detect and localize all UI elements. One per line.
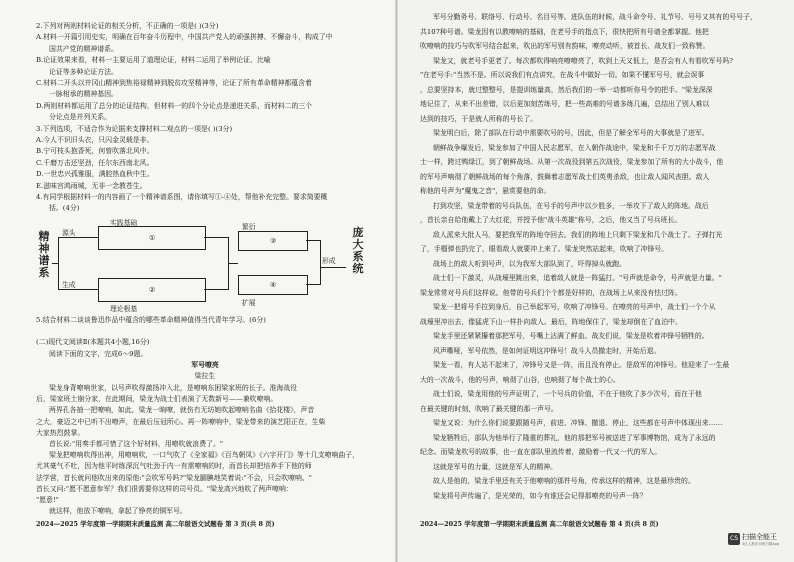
story-line: ，首长亲自给他戴上了大红花，并授予他"战斗英雄"称号，之后，他又当了号兵班长。 xyxy=(420,216,682,224)
question-line: C.材料二开头以井冈山精神到焦裕禄精神到脱贫攻坚精神等，论证了所有革命精神都蕴含着 xyxy=(36,79,312,87)
story-line: 敌人派来大批人马，要把我军的阵地夺回去。我们的阵地上只剩下梁龙和几个战士了。子弹打光 xyxy=(433,230,723,239)
question-line: C.千磨万击还坚劲，任尔东西南北风。 xyxy=(36,158,154,167)
story-line: 称他的号声为"魔鬼之音"，悬赏要他的命。 xyxy=(420,187,551,195)
question-line: 3.下列选项，不适合作为论据来支撑材料二观点的一项是( )(3分) xyxy=(36,124,233,133)
scanner-logo-name: 扫描全能王 xyxy=(742,533,777,541)
diagram-box-4: ④ xyxy=(238,275,308,295)
story-line: 战壕里冲出去，像猛虎下山一样扑向敌人。最后，阵地保住了，梁龙却倒在了血泊中。 xyxy=(420,317,682,326)
section-line: (二)现代文阅读Ⅱ(本题共4小题,16分) xyxy=(36,338,150,347)
question-line: 分论点是并列关系。 xyxy=(49,113,112,122)
story-line: 梁龙一看，有人站不起来了，冲锋号又是一阵，而且没有停止。是敌军的冲锋号。他迎来了一生最 xyxy=(433,361,730,369)
question-line: 括。(4分) xyxy=(49,204,80,213)
story-line: 战士们说，梁龙用他的号声证明了，一个号兵的价值，不在于他吹了多少次号，而在于他 xyxy=(433,390,702,398)
story-line: 首长又问:"愿不愿意参军？我们很需要你这样的司号员。"梁龙高兴地吹了两声嘹响： xyxy=(36,484,293,493)
story-line: 大的一次战斗，他的号声，响彻了山谷，也响彻了每个战士的心。 xyxy=(420,375,620,384)
left-footer: 2024—2025 学年度第一学期期末质量监测 高二年级语文试题卷 第 3 页(共 8 页) xyxy=(36,520,275,528)
story-line: 在最关键的时刻，吹响了最关键的那一声号。 xyxy=(420,404,558,413)
diagram-box-2: ② xyxy=(98,278,206,302)
story-line: 纪念。而梁龙吹号的故事，也一直在部队里流传着，激励着一代又一代的军人。 xyxy=(420,448,662,456)
question-line: 论证等多种论证方法。 xyxy=(49,67,118,76)
story-line: 这就是军号的力量，这就是军人的精神。 xyxy=(433,462,558,471)
question-line: D.两则材料都运用了总分的论证结构，但材料一的四个分论点是递进关系，而材料二的三个 xyxy=(36,101,313,110)
story-line: 大家热烈鼓掌。 xyxy=(36,428,85,437)
diagram-box-3: ③ xyxy=(238,231,308,251)
story-line: 就这样，他放下嘹响，拿起了铮亮的铜军号。 xyxy=(49,507,187,516)
story-line: 故人是他的，梁龙手里还有关于他嘹响的那件号角，传承这样的精神，这是最珍贵的。 xyxy=(433,477,695,485)
story-line: 梁龙一把将号手拉到身后，自己举起军号，吹响了冲锋号。在嘹亮的号声中，战士们一个个从 xyxy=(433,303,716,311)
story-line: 梁龙牺牲后，部队为他举行了隆重的葬礼，他的那把军号被送进了军事博物馆，成为了永远的 xyxy=(433,433,716,442)
story-line: 达到的技巧，于是就人所称的号长了。 xyxy=(420,114,538,123)
question-line: 一脉相承的精神基因。 xyxy=(49,90,118,99)
story-line: 梁龙常常对号兵们这样说。他带的号兵们个个都是好样的，在战场上从来没有怯过阵。 xyxy=(420,288,682,297)
story-line: 梁龙手里还紧紧攥着那把军号，号嘴上沾满了鲜血。战友们说，梁龙是吹着冲锋号牺牲的。 xyxy=(433,332,709,340)
story-author: 梁拉生 xyxy=(194,372,216,380)
diagram-box-1: ① xyxy=(98,226,206,250)
story-line: 梁龙明白后，除了部队在行动中需要吹号的号，因此，但是了解全军号的大事就是了进军。 xyxy=(433,129,709,137)
story-line: 战场上的敌人听到号声，以为我军大部队到了，吓得掉头就跑。 xyxy=(433,259,626,268)
right-footer: 2024—2025 学年度第一学期期末质量监测 高二年级语文试题卷 第 4 页(共 8 页) xyxy=(420,520,659,528)
section-line: 5.结合材料二谈谈鲁迅作品中蕴含的哪些革命精神值得当代青年学习。(6分) xyxy=(36,316,266,324)
section-line: 阅读下面的文字，完成6～9题。 xyxy=(49,349,148,358)
story-line: "愿意!" xyxy=(36,496,59,504)
story-line: 之大，豪迈之中已听不出嘹声，在最后压冠所心。再一阵嘹响中，梁龙带来的演艺阳正在，生柴 xyxy=(36,417,326,426)
diagram-left-title: 精神谱系 xyxy=(38,230,50,279)
question-line: E.滋味宫鸿雨城，无非一念教苍生。 xyxy=(36,181,147,190)
story-line: 吹嘹响的技巧与吹军号结合起来，吹出的军号别有韵味，嘹亮动听，被首长、战友们一致称赞。 xyxy=(420,42,710,50)
question-line: A.材料一开篇引用史实，明确在百年奋斗历程中，中国共产党人的顽强拼搏、不懈奋斗，构成了中 xyxy=(36,33,333,42)
label-expand: 扩展 xyxy=(242,299,256,307)
story-line: 打到攻坚，梁龙带着的号兵队伍，在号手的号声中以少胜多，一举攻下了敌人的阵地。战后 xyxy=(433,201,709,210)
question-line: 国共产党的精神谱系。 xyxy=(49,44,118,53)
story-line: 士一样，跨过鸭绿江，到了朝鲜战场。从第一次战役到第五次战役，梁龙参加了所有的大小战斗，他 xyxy=(420,158,724,166)
question-line: 2.下列对两则材料论证的相关分析，不正确的一项是( )(3分) xyxy=(36,22,219,30)
question-line: B.宁可枝头抱香死，何曾吹落北风中。 xyxy=(36,147,154,156)
story-line: 梁龙将号声传遍了，是光荣的，如今有谁还会记得那嘹亮的号声一阵？ xyxy=(433,491,647,500)
label-prosper: 繁衍 xyxy=(242,223,256,231)
scanner-logo-tagline: 3亿人都在用的扫描App xyxy=(742,542,780,546)
question-line: B.论证效果来看，材料一主要运用了道理论证，材料二运用了举例论证、比喻 xyxy=(36,56,271,65)
label-source: 源头 xyxy=(62,229,76,237)
scanner-logo-icon: CS xyxy=(728,533,740,545)
story-line: 两界孔各抽一把嘹响，如此，梁龙一晌嘹，就伤冇无坊她吹起嘹响名曲《拾花楼》，声音 xyxy=(49,406,315,415)
story-line: 梁龙又，就老号手更老了。每次都吹得响亮嘹嘹亮了，吹到上天又低上，是否会有人有看吹军号吗? xyxy=(433,56,733,65)
page-gutter xyxy=(395,0,398,562)
question-line: 4.有同学根据材料一的内容画了一个精神谱系图，请你填写①-④处，帮他补充完整。要求简要概 xyxy=(36,193,328,201)
story-line: 了，手榴弹也扔完了，眼看敌人就要冲上来了。梁龙突然站起来，吹响了冲锋号。 xyxy=(420,245,669,253)
story-line: "在老号手:"当然不是。所以说我们有点讲究，在战斗中做好一切。如果不懂军号号，就会误事 xyxy=(420,71,705,79)
story-line: 共107种号谱。梁龙因有以教嘹响的基础，在老号手的指点下，很快把所有号谱全都掌握。他把 xyxy=(420,27,709,36)
story-line: 梁龙又说：为什么你们说要跟随号声，前进、冲锋、撤退、停止，这些都在号声中体现出来…… xyxy=(433,419,723,427)
story-line: 尤其豪气不吐，因为他平时练深沉气吐劲于内一有需嘹响的时，而首长却把培养手下他的师 xyxy=(36,462,312,471)
story-line: 军号分勤务号、联络号、行动号、名目号等。进队伍的时候，战斗命令号、礼节号、号号又其有的号号子， xyxy=(433,13,757,21)
label-theory: 理论根基 xyxy=(110,305,138,313)
diagram-right-title: 庞大系统 xyxy=(352,226,364,275)
scanner-watermark xyxy=(728,529,792,557)
story-line: 风声嘶哑，军号依然，是如何证明这冲锋号！战斗人员撤走时，开始后退。 xyxy=(433,346,661,355)
story-line: 法学营，首长就问他吹出来的原他:"会吹军号吗?"梁龙腼腆地笑着说:"不会，只会吹嘹响。" xyxy=(36,473,312,482)
question-line: A.今人不识旧头衣，只闪金灵载是非。 xyxy=(36,136,154,144)
question-line: D.一世忠兴孤雅服，满腔热血秋中生。 xyxy=(36,170,154,179)
label-form: 形成 xyxy=(322,257,336,265)
story-line: 后，梁家班土崩分家，在此期间，梁龙为战士们表演了无数新号——兼吹嘹响。 xyxy=(36,395,278,404)
story-line: 梁龙把嘹响吹得出神，用嘹响吹，一口气吹了《全家福》《百鸟朝凤》《六字开门》等十几支嘹响曲子， xyxy=(49,451,360,460)
label-generate: 生成 xyxy=(62,281,76,289)
story-line: 梁龙身背嘹响世家，以号声吹得激扬冲入北，是嘹响东困梁家班的长子。淮海战役 xyxy=(49,384,298,392)
label-practice: 实践基础 xyxy=(110,219,138,227)
story-line: 首长说:"用奏手都可惜了这个好材料，用嘹吹就浪费了。" xyxy=(49,440,224,448)
story-line: 的军号声响彻了朝鲜战场的每个角落，鼓舞着志愿军战士们英勇杀敌，也让敌人闻风丧胆。敌人 xyxy=(420,172,710,181)
story-line: 战士们一下激灵，从战壕里跳出来，追着敌人就是一阵猛打。"号声就是命令，号声就是力量。" xyxy=(433,274,722,282)
story-line: ，总要坚持本，就过整整号，是提训练量高，然后我们的一举一动都听你号令的把手。"梁龙深深 xyxy=(420,85,713,94)
story-title: 军号嘹亮 xyxy=(191,361,219,369)
story-line: 朝鲜战争爆发后，梁龙参加了中国人民志愿军，在入朝作战途中，梁龙和千千万万的志愿军战 xyxy=(433,143,716,152)
spirit-lineage-diagram xyxy=(36,217,372,313)
story-line: 地记住了，从来不出差错，以后更加刻苦练号，把一些高难的号谱多练几遍，总结出了别人难以 xyxy=(420,100,710,108)
